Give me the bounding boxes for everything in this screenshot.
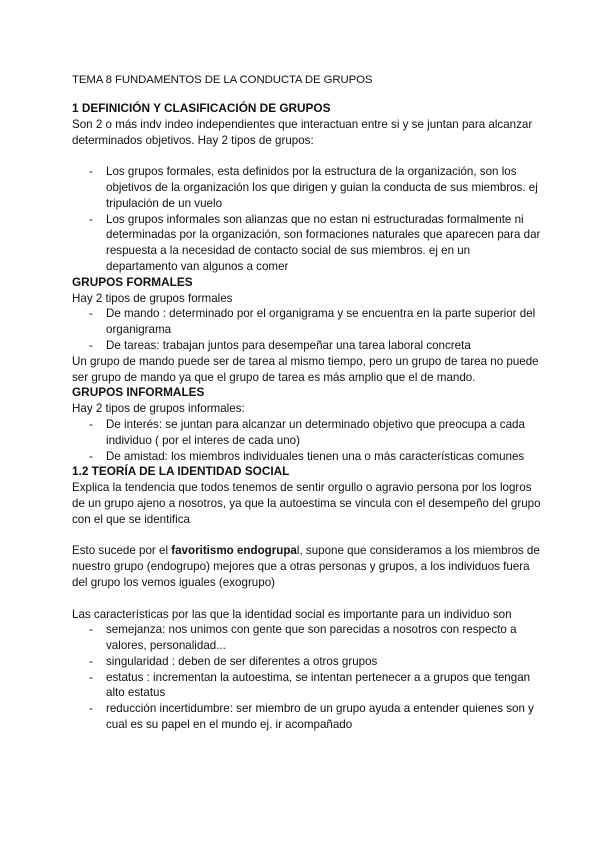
dash-bullet: - [89,449,93,463]
list-item [89,670,542,702]
bullet-list [72,622,542,733]
list-item [89,338,542,354]
dash-bullet: - [89,417,93,431]
paragraph: Son 2 o más indv indeo independientes que interactuan entre si y se juntan para alcanzar determinados objetivos. Hay 2 tipos de grupos: [72,117,533,147]
list-item [89,164,542,211]
document-title: TEMA 8 FUNDAMENTOS DE LA CONDUCTA DE GRUPOS [72,74,373,86]
blank-line [72,528,542,544]
dash-bullet: - [89,702,93,716]
list-item [89,622,542,654]
blank-line [72,148,542,164]
bullet-list [72,306,542,353]
section-heading: 1.2 TEORÍA DE LA IDENTIDAD SOCIAL [72,464,290,479]
paragraph: Hay 2 tipos de grupos informales: [72,402,245,416]
dash-bullet: - [89,654,93,668]
section-heading: GRUPOS INFORMALES [72,385,205,400]
list-item [89,212,542,275]
dash-bullet: - [89,670,93,684]
list-item [89,306,542,338]
list-item [89,449,542,465]
blank-line [72,591,542,607]
section-heading: GRUPOS FORMALES [72,274,193,289]
dash-bullet: - [89,623,93,637]
list-item [89,701,542,733]
list-item-text: semejanza: nos unimos con gente que son parecidas a nosotros con respecto a valores, personalidad... [106,623,517,653]
section-heading: 1 DEFINICIÓN Y CLASIFICACIÓN DE GRUPOS [72,101,331,115]
list-item-text: reducción incertidumbre: ser miembro de un grupo ayuda a entender quienes son y cual es su papel en el mundo ej. ir acompañado [106,702,534,732]
list-item-text: De amistad: los miembros individuales tienen una o más características comunes [106,449,525,463]
paragraph: Explica la tendencia que todos tenemos de sentir orgullo o agravio persona por los logros de un grupo ajeno a nosotros, ya que la autoestima se vincula con el desempeño del grupo con el que se identifica [72,481,541,526]
list-item-text: De interés: se juntan para alcanzar un determinado objetivo que preocupa a cada individuo ( por el interes de cada uno) [106,417,525,447]
bullet-list [72,417,542,464]
list-item-text: De mando : determinado por el organigrama y se encuentra en la parte superior del organigrama [106,307,536,337]
list-item-text: Los grupos informales son alianzas que no estan ni estructuradas formalmente ni determinadas por la organización, son formaciones naturales que aparecen para dar respuesta a la necesidad de contacto social de sus miembros. ej en un departamento van algunos a comer [106,212,541,273]
dash-bullet: - [89,307,93,321]
paragraph: Las características por las que la identidad social es importante para un individuo son [72,607,512,621]
bullet-list [72,164,542,275]
paragraph: Hay 2 tipos de grupos formales [72,291,233,305]
list-item [89,654,542,670]
list-item-text: Los grupos formales, esta definidos por la estructura de la organización, son los objetivos de la organización los que dirigen y guian la conducta de sus miembros. ej tripulación de un vuelo [106,165,538,210]
dash-bullet: - [89,212,93,226]
dash-bullet: - [89,165,93,179]
list-item-text: De tareas: trabajan juntos para desempeñar una tarea laboral concreta [106,338,471,352]
list-item-text: singularidad : deben de ser diferentes a otros grupos [106,654,378,668]
bold-term: favoritismo endogrupa [171,544,297,558]
text-run: Esto sucede por el [72,544,172,558]
paragraph [72,543,542,590]
text-run: l, supone que consideramos a los miembros de nuestro grupo (endogrupo) mejores que a otras personas y grupos, a los individuos fuera del grupo los vemos iguales (exogrupo) [72,544,540,589]
section-definicion [72,101,542,733]
paragraph: Un grupo de mando puede ser de tarea al mismo tiempo, pero un grupo de tarea no puede ser grupo de mando ya que el grupo de tarea es más amplio que el de mando. [72,354,539,384]
list-item-text: estatus : incrementan la autoestima, se intentan pertenecer a a grupos que tengan alto estatus [106,670,531,700]
list-item [89,417,542,449]
dash-bullet: - [89,338,93,352]
